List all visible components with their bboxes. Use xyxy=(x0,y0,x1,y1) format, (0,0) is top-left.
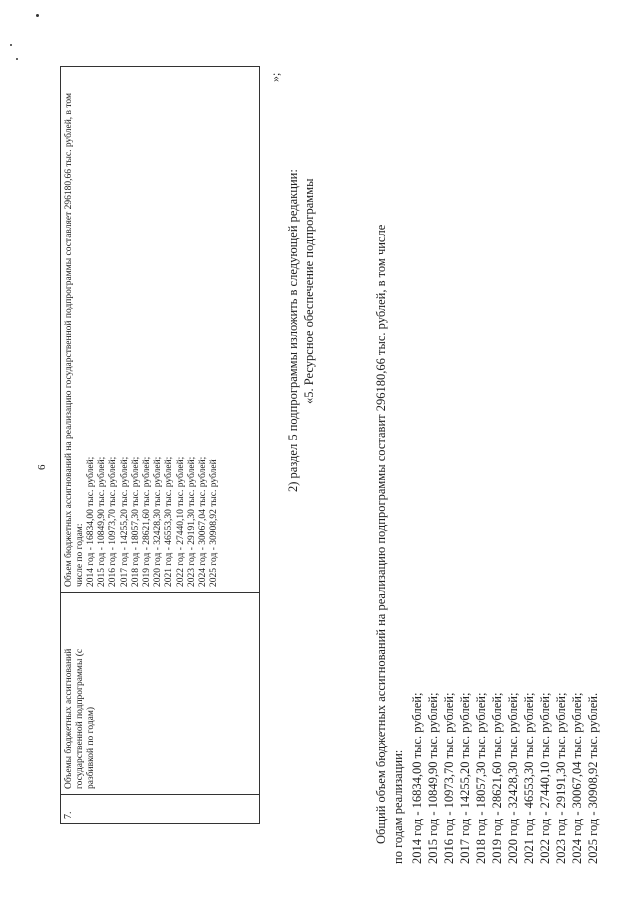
year-line: 2024 год - 30067,04 тыс. рублей; xyxy=(570,692,584,864)
year-line: 2020 год - 32428,30 тыс. рублей; xyxy=(506,692,520,864)
year-line: 2017 год - 14255,20 тыс. рублей; xyxy=(458,692,472,864)
table-year-line: 2023 год - 29191,30 тыс. рублей; xyxy=(186,456,197,587)
table-year-line: 2018 год - 18057,30 тыс. рублей; xyxy=(130,456,141,587)
table-year-line: 2025 год - 30908,92 тыс. рублей xyxy=(209,459,220,587)
year-line: 2021 год - 46553,30 тыс. рублей; xyxy=(522,692,536,864)
table-year-line: 2015 год - 10849,90 тыс. рублей; xyxy=(97,456,108,587)
year-line: 2014 год - 16834,00 тыс. рублей; xyxy=(410,692,424,864)
table-year-line: 2020 год - 32428,30 тыс. рублей; xyxy=(153,456,164,587)
table-intro-text: Объем бюджетных ассигнований на реализацию государственной подпрограммы составляет 296180,66 тыс. рублей, в том числе по годам: xyxy=(64,93,85,587)
table-row-label: Объемы бюджетных ассигнований государственной подпрограммы (с разбивкой по годам) xyxy=(64,648,96,789)
document-page xyxy=(20,22,620,882)
table-year-line: 2016 год - 10973,70 тыс. рублей; xyxy=(108,456,119,587)
table-row-content xyxy=(64,72,220,587)
scan-speck xyxy=(36,14,39,17)
table-year-line: 2024 год - 30067,04 тыс. рублей; xyxy=(198,456,209,587)
year-line: 2015 год - 10849,90 тыс. рублей; xyxy=(426,692,440,864)
year-line: 2023 год - 29191,30 тыс. рублей; xyxy=(554,692,568,864)
table-closing-quote: »; xyxy=(268,72,282,82)
table-year-line: 2017 год - 14255,20 тыс. рублей; xyxy=(119,456,130,587)
table-year-line: 2021 год - 46553,30 тыс. рублей; xyxy=(164,456,175,587)
year-line: 2025 год - 30908,92 тыс. рублей. xyxy=(586,692,600,864)
year-line: 2016 год - 10973,70 тыс. рублей; xyxy=(442,692,456,864)
table-column-divider xyxy=(61,794,259,795)
page-number: 6 xyxy=(36,464,48,470)
year-line: 2018 год - 18057,30 тыс. рублей; xyxy=(474,692,488,864)
budget-table xyxy=(60,66,260,824)
table-row-number: 7. xyxy=(63,811,74,819)
table-year-line: 2014 год - 16834,00 тыс. рублей; xyxy=(86,456,96,587)
scan-speck xyxy=(10,44,12,46)
section-heading: «5. Ресурсное обеспечение подпрограммы xyxy=(302,178,316,404)
year-line: 2019 год - 28621,60 тыс. рублей; xyxy=(490,692,504,864)
year-line: 2022 год - 27440,10 тыс. рублей; xyxy=(538,692,552,864)
general-volume-line: Общий объем бюджетных ассигнований на реализацию подпрограммы составит 296180,66 тыс. рублей, в том числе xyxy=(374,224,388,844)
table-years-list xyxy=(86,72,220,587)
years-list xyxy=(409,693,601,864)
amendment-line: 2) раздел 5 подпрограммы изложить в следующей редакции: xyxy=(286,169,300,492)
table-year-line: 2019 год - 28621,60 тыс. рублей; xyxy=(142,456,153,587)
general-volume-line-continued: по годам реализации: xyxy=(391,749,405,864)
scan-speck xyxy=(16,58,18,60)
table-year-line: 2022 год - 27440,10 тыс. рублей; xyxy=(175,456,186,587)
table-column-divider xyxy=(61,592,259,593)
